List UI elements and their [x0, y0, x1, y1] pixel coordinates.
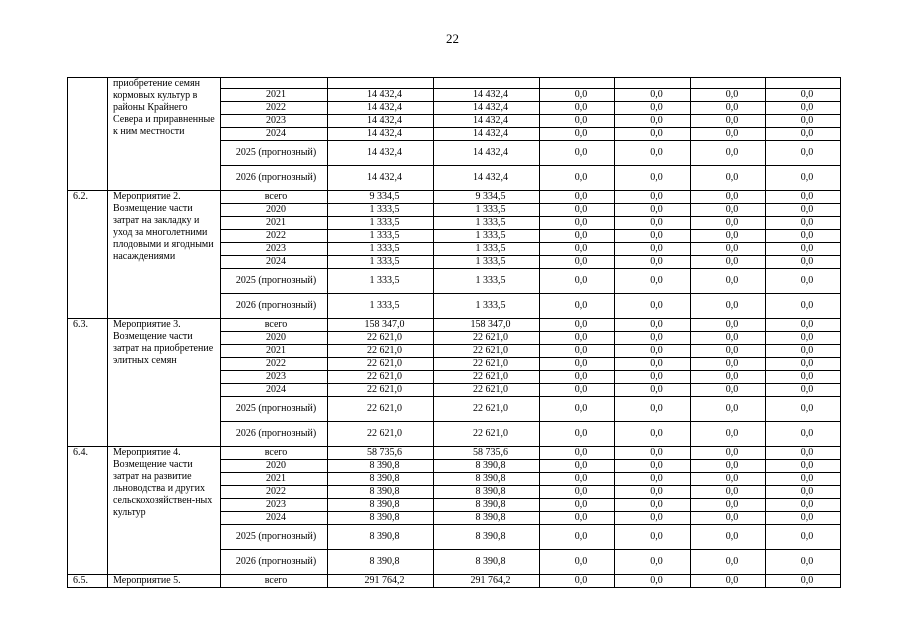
value-cell: 14 432,4 — [434, 89, 540, 102]
page-number: 22 — [446, 31, 459, 46]
value-cell: 0,0 — [540, 115, 615, 128]
value-cell: 0,0 — [691, 294, 766, 319]
year-cell: 2020 — [221, 204, 328, 217]
value-cell: 0,0 — [615, 115, 691, 128]
value-cell: 22 621,0 — [328, 384, 434, 397]
year-cell: 2023 — [221, 371, 328, 384]
value-cell: 0,0 — [766, 358, 841, 371]
value-cell: 22 621,0 — [434, 358, 540, 371]
value-cell: 291 764,2 — [434, 575, 540, 588]
value-cell: 22 621,0 — [434, 345, 540, 358]
value-cell: 0,0 — [615, 486, 691, 499]
value-cell: 0,0 — [691, 486, 766, 499]
value-cell: 0,0 — [691, 191, 766, 204]
value-cell: 22 621,0 — [434, 397, 540, 422]
value-cell: 0,0 — [691, 102, 766, 115]
year-cell: 2021 — [221, 345, 328, 358]
table-row — [68, 191, 841, 204]
value-cell: 0,0 — [540, 358, 615, 371]
value-cell: 0,0 — [691, 575, 766, 588]
year-cell: 2025 (прогнозный) — [221, 269, 328, 294]
value-cell: 0,0 — [691, 230, 766, 243]
year-cell: 2020 — [221, 332, 328, 345]
value-cell: 14 432,4 — [328, 115, 434, 128]
value-cell: 0,0 — [766, 191, 841, 204]
year-cell: 2021 — [221, 89, 328, 102]
value-cell: 9 334,5 — [328, 191, 434, 204]
year-cell: 2025 (прогнозный) — [221, 141, 328, 166]
value-cell: 0,0 — [540, 486, 615, 499]
value-cell: 0,0 — [766, 422, 841, 447]
year-cell: 2022 — [221, 358, 328, 371]
value-cell: 0,0 — [540, 332, 615, 345]
measure-number: 6.4. — [68, 447, 108, 575]
table-row — [68, 447, 841, 460]
value-cell: 0,0 — [615, 128, 691, 141]
value-cell: 22 621,0 — [328, 358, 434, 371]
value-cell: 0,0 — [691, 447, 766, 460]
value-cell: 0,0 — [766, 473, 841, 486]
value-cell: 9 334,5 — [434, 191, 540, 204]
year-cell: 2023 — [221, 115, 328, 128]
value-cell: 0,0 — [540, 256, 615, 269]
value-cell: 0,0 — [615, 332, 691, 345]
value-cell: 0,0 — [766, 141, 841, 166]
value-cell: 0,0 — [615, 166, 691, 191]
value-cell: 0,0 — [691, 358, 766, 371]
value-cell: 14 432,4 — [434, 141, 540, 166]
year-cell: 2026 (прогнозный) — [221, 550, 328, 575]
value-cell: 0,0 — [540, 575, 615, 588]
value-cell: 22 621,0 — [328, 371, 434, 384]
value-cell: 0,0 — [691, 319, 766, 332]
value-cell: 8 390,8 — [434, 525, 540, 550]
value-cell: 0,0 — [766, 486, 841, 499]
value-cell: 0,0 — [615, 243, 691, 256]
value-cell: 0,0 — [766, 371, 841, 384]
year-cell: 2021 — [221, 217, 328, 230]
year-cell: 2022 — [221, 102, 328, 115]
budget-table — [67, 77, 841, 588]
value-cell: 0,0 — [766, 525, 841, 550]
value-cell: 0,0 — [615, 141, 691, 166]
value-cell: 1 333,5 — [328, 217, 434, 230]
measure-name: приобретение семян кормовых культур в районы Крайнего Севера и приравненные к ним местности — [108, 78, 221, 191]
value-cell: 0,0 — [691, 166, 766, 191]
value-cell: 0,0 — [766, 332, 841, 345]
table-body — [68, 78, 841, 588]
year-cell: 2023 — [221, 499, 328, 512]
measure-number: 6.2. — [68, 191, 108, 319]
value-cell: 0,0 — [615, 473, 691, 486]
value-cell: 14 432,4 — [434, 102, 540, 115]
value-cell: 8 390,8 — [434, 473, 540, 486]
value-cell: 0,0 — [540, 512, 615, 525]
value-cell: 14 432,4 — [328, 141, 434, 166]
value-cell: 0,0 — [691, 371, 766, 384]
value-cell: 8 390,8 — [328, 486, 434, 499]
value-cell: 0,0 — [540, 230, 615, 243]
value-cell: 0,0 — [540, 371, 615, 384]
value-cell: 0,0 — [540, 243, 615, 256]
value-cell: 0,0 — [540, 319, 615, 332]
value-cell: 1 333,5 — [328, 294, 434, 319]
value-cell: 0,0 — [766, 217, 841, 230]
value-cell: 0,0 — [615, 345, 691, 358]
value-cell: 0,0 — [691, 89, 766, 102]
value-cell: 0,0 — [615, 102, 691, 115]
value-cell: 14 432,4 — [434, 115, 540, 128]
value-cell: 14 432,4 — [328, 89, 434, 102]
value-cell: 8 390,8 — [434, 512, 540, 525]
value-cell: 1 333,5 — [328, 243, 434, 256]
value-cell: 0,0 — [691, 243, 766, 256]
value-cell: 0,0 — [766, 550, 841, 575]
value-cell: 0,0 — [540, 294, 615, 319]
year-cell: 2023 — [221, 243, 328, 256]
value-cell: 0,0 — [615, 319, 691, 332]
value-cell: 1 333,5 — [434, 256, 540, 269]
year-cell: 2024 — [221, 384, 328, 397]
value-cell: 0,0 — [766, 499, 841, 512]
value-cell: 22 621,0 — [434, 384, 540, 397]
year-cell: 2026 (прогнозный) — [221, 294, 328, 319]
value-cell: 0,0 — [540, 128, 615, 141]
value-cell: 0,0 — [766, 319, 841, 332]
value-cell: 0,0 — [766, 204, 841, 217]
value-cell: 8 390,8 — [434, 499, 540, 512]
value-cell: 58 735,6 — [328, 447, 434, 460]
value-cell: 0,0 — [615, 371, 691, 384]
measure-name: Мероприятие 3. Возмещение части затрат на приобретение элитных семян — [108, 319, 221, 447]
value-cell: 0,0 — [691, 473, 766, 486]
value-cell: 14 432,4 — [434, 128, 540, 141]
value-cell: 0,0 — [615, 204, 691, 217]
value-cell: 0,0 — [691, 460, 766, 473]
value-cell: 0,0 — [540, 499, 615, 512]
value-cell: 1 333,5 — [434, 217, 540, 230]
year-cell: всего — [221, 447, 328, 460]
value-cell: 0,0 — [766, 243, 841, 256]
value-cell: 0,0 — [691, 422, 766, 447]
value-cell: 8 390,8 — [434, 460, 540, 473]
year-cell: всего — [221, 575, 328, 588]
value-cell: 0,0 — [691, 397, 766, 422]
value-cell: 1 333,5 — [328, 230, 434, 243]
value-cell: 0,0 — [691, 128, 766, 141]
value-cell: 0,0 — [615, 422, 691, 447]
value-cell: 291 764,2 — [328, 575, 434, 588]
empty-cell — [766, 78, 841, 89]
value-cell: 0,0 — [540, 191, 615, 204]
value-cell: 8 390,8 — [328, 499, 434, 512]
value-cell: 0,0 — [615, 217, 691, 230]
year-cell: всего — [221, 191, 328, 204]
value-cell: 0,0 — [615, 191, 691, 204]
value-cell: 58 735,6 — [434, 447, 540, 460]
value-cell: 0,0 — [540, 397, 615, 422]
value-cell: 158 347,0 — [434, 319, 540, 332]
value-cell: 0,0 — [691, 499, 766, 512]
value-cell: 0,0 — [540, 345, 615, 358]
value-cell: 0,0 — [540, 141, 615, 166]
value-cell: 0,0 — [540, 460, 615, 473]
value-cell: 0,0 — [540, 204, 615, 217]
value-cell: 0,0 — [691, 384, 766, 397]
value-cell: 158 347,0 — [328, 319, 434, 332]
value-cell: 0,0 — [540, 447, 615, 460]
value-cell: 0,0 — [540, 166, 615, 191]
value-cell: 0,0 — [766, 102, 841, 115]
table-row — [68, 319, 841, 332]
value-cell: 0,0 — [766, 397, 841, 422]
empty-cell — [540, 78, 615, 89]
value-cell: 0,0 — [615, 512, 691, 525]
value-cell: 1 333,5 — [434, 294, 540, 319]
measure-number: 6.5. — [68, 575, 108, 588]
value-cell: 0,0 — [540, 422, 615, 447]
value-cell: 0,0 — [766, 447, 841, 460]
year-cell: 2026 (прогнозный) — [221, 422, 328, 447]
year-cell: 2024 — [221, 512, 328, 525]
year-cell: 2024 — [221, 256, 328, 269]
value-cell: 0,0 — [766, 384, 841, 397]
value-cell: 0,0 — [691, 115, 766, 128]
value-cell: 0,0 — [766, 230, 841, 243]
year-cell: всего — [221, 319, 328, 332]
year-cell: 2021 — [221, 473, 328, 486]
measure-number — [68, 78, 108, 191]
value-cell: 0,0 — [540, 384, 615, 397]
year-cell: 2022 — [221, 230, 328, 243]
measure-name: Мероприятие 2. Возмещение части затрат на закладку и уход за многолетними плодовыми и ягодными насаждениями — [108, 191, 221, 319]
value-cell: 8 390,8 — [328, 473, 434, 486]
value-cell: 0,0 — [540, 525, 615, 550]
year-cell: 2025 (прогнозный) — [221, 525, 328, 550]
value-cell: 22 621,0 — [328, 345, 434, 358]
value-cell: 22 621,0 — [434, 371, 540, 384]
value-cell: 0,0 — [615, 550, 691, 575]
measure-name: Мероприятие 5. — [108, 575, 221, 588]
value-cell: 0,0 — [691, 550, 766, 575]
value-cell: 0,0 — [766, 345, 841, 358]
value-cell: 8 390,8 — [434, 486, 540, 499]
value-cell: 8 390,8 — [328, 525, 434, 550]
value-cell: 8 390,8 — [328, 512, 434, 525]
value-cell: 0,0 — [615, 256, 691, 269]
value-cell: 22 621,0 — [328, 397, 434, 422]
value-cell: 8 390,8 — [434, 550, 540, 575]
value-cell: 0,0 — [766, 89, 841, 102]
year-cell: 2024 — [221, 128, 328, 141]
value-cell: 0,0 — [615, 384, 691, 397]
value-cell: 0,0 — [615, 575, 691, 588]
value-cell: 0,0 — [766, 269, 841, 294]
value-cell: 0,0 — [540, 89, 615, 102]
value-cell: 1 333,5 — [328, 269, 434, 294]
value-cell: 0,0 — [691, 332, 766, 345]
value-cell: 0,0 — [615, 499, 691, 512]
value-cell: 22 621,0 — [434, 332, 540, 345]
year-cell: 2020 — [221, 460, 328, 473]
table-row — [68, 575, 841, 588]
measure-number: 6.3. — [68, 319, 108, 447]
value-cell: 0,0 — [766, 294, 841, 319]
value-cell: 0,0 — [691, 256, 766, 269]
value-cell: 22 621,0 — [328, 332, 434, 345]
measure-name: Мероприятие 4. Возмещение части затрат на развитие льноводства и других сельскохозяйствен-ных культур — [108, 447, 221, 575]
value-cell: 0,0 — [615, 89, 691, 102]
value-cell: 0,0 — [615, 230, 691, 243]
value-cell: 0,0 — [540, 217, 615, 230]
empty-cell — [221, 78, 328, 89]
value-cell: 0,0 — [766, 575, 841, 588]
value-cell: 0,0 — [615, 269, 691, 294]
value-cell: 0,0 — [691, 141, 766, 166]
value-cell: 0,0 — [540, 269, 615, 294]
value-cell: 0,0 — [615, 447, 691, 460]
empty-cell — [615, 78, 691, 89]
value-cell: 0,0 — [540, 102, 615, 115]
value-cell: 0,0 — [691, 525, 766, 550]
value-cell: 0,0 — [766, 166, 841, 191]
value-cell: 0,0 — [691, 512, 766, 525]
value-cell: 0,0 — [691, 204, 766, 217]
value-cell: 0,0 — [615, 525, 691, 550]
value-cell: 22 621,0 — [328, 422, 434, 447]
value-cell: 0,0 — [615, 358, 691, 371]
value-cell: 1 333,5 — [434, 204, 540, 217]
year-cell: 2025 (прогнозный) — [221, 397, 328, 422]
value-cell: 14 432,4 — [328, 166, 434, 191]
value-cell: 0,0 — [766, 256, 841, 269]
value-cell: 0,0 — [691, 345, 766, 358]
value-cell: 1 333,5 — [328, 204, 434, 217]
value-cell: 14 432,4 — [434, 166, 540, 191]
value-cell: 1 333,5 — [328, 256, 434, 269]
empty-cell — [328, 78, 434, 89]
value-cell: 0,0 — [540, 473, 615, 486]
year-cell: 2026 (прогнозный) — [221, 166, 328, 191]
value-cell: 0,0 — [691, 269, 766, 294]
value-cell: 22 621,0 — [434, 422, 540, 447]
value-cell: 0,0 — [766, 115, 841, 128]
value-cell: 14 432,4 — [328, 128, 434, 141]
table-row — [68, 78, 841, 89]
value-cell: 0,0 — [766, 512, 841, 525]
value-cell: 0,0 — [615, 460, 691, 473]
year-cell: 2022 — [221, 486, 328, 499]
empty-cell — [434, 78, 540, 89]
value-cell: 1 333,5 — [434, 269, 540, 294]
value-cell: 8 390,8 — [328, 460, 434, 473]
value-cell: 0,0 — [615, 294, 691, 319]
value-cell: 0,0 — [540, 550, 615, 575]
value-cell: 0,0 — [615, 397, 691, 422]
value-cell: 0,0 — [766, 128, 841, 141]
value-cell: 1 333,5 — [434, 243, 540, 256]
empty-cell — [691, 78, 766, 89]
value-cell: 1 333,5 — [434, 230, 540, 243]
value-cell: 0,0 — [691, 217, 766, 230]
value-cell: 14 432,4 — [328, 102, 434, 115]
value-cell: 8 390,8 — [328, 550, 434, 575]
value-cell: 0,0 — [766, 460, 841, 473]
